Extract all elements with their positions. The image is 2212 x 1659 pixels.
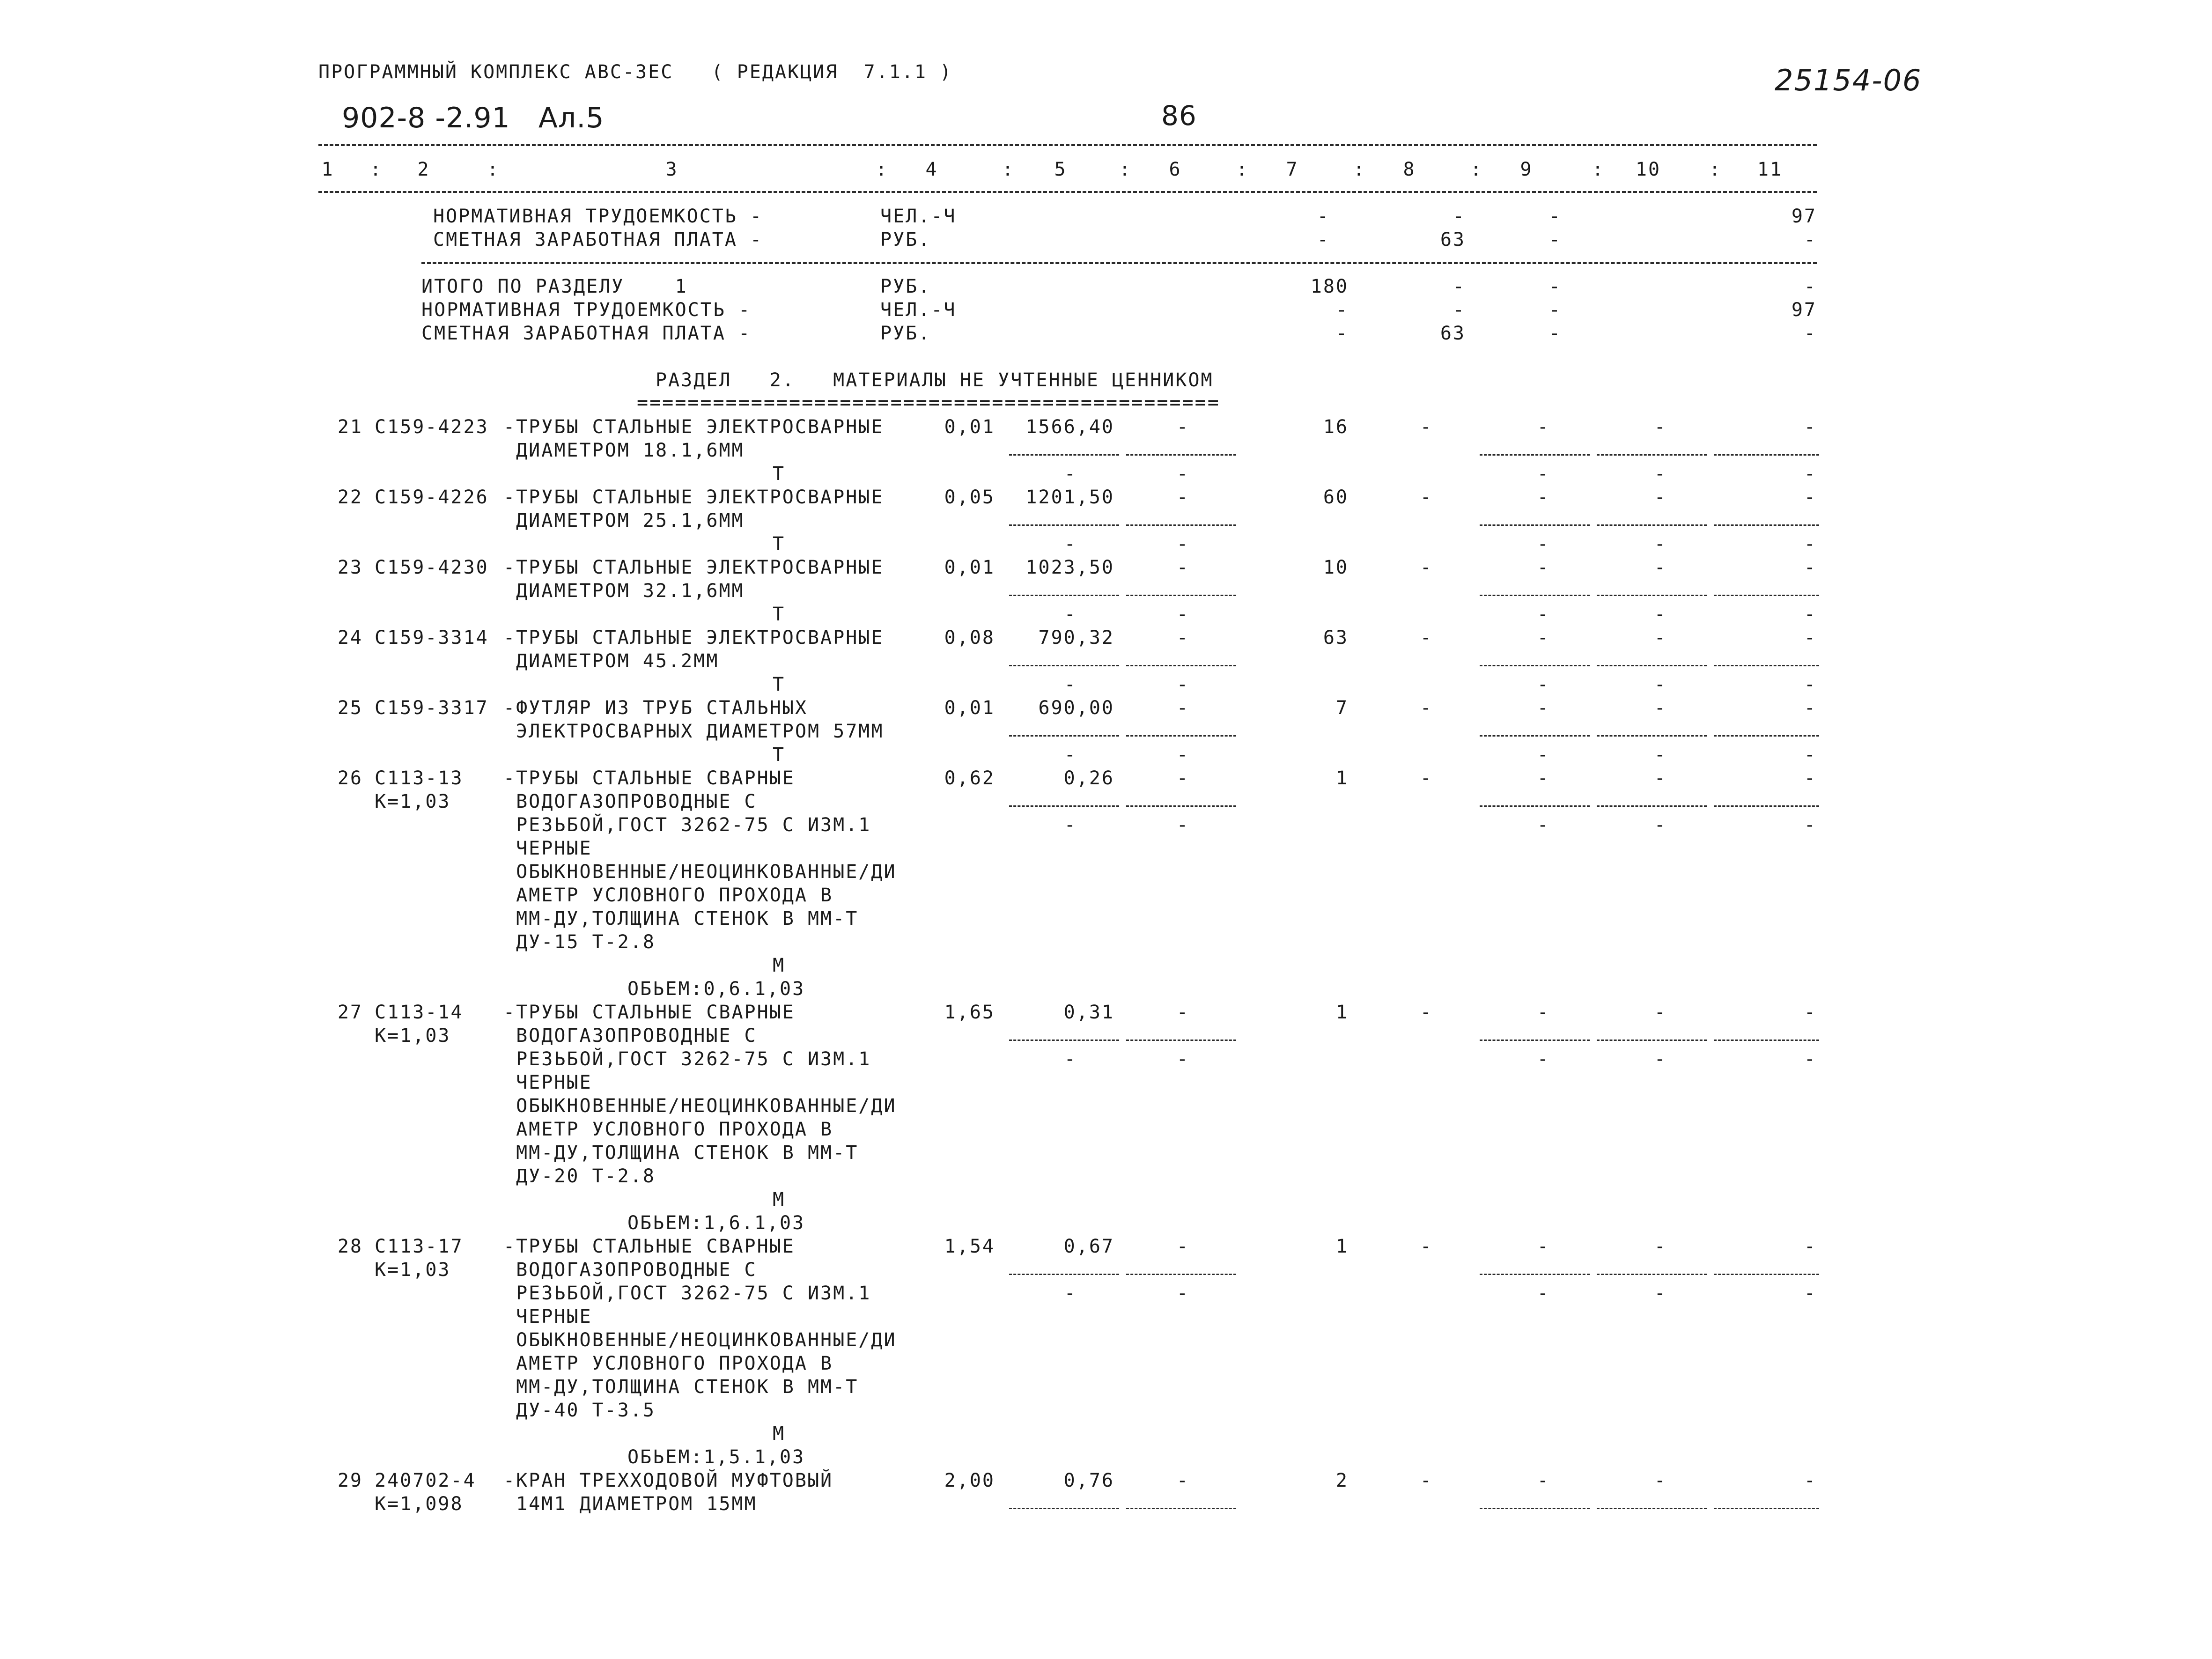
row-code: С159-4230 [375,557,489,578]
row-number: 29 [337,1470,363,1491]
row-underline-col6 [1126,1508,1236,1509]
row-unit-price: 0,67 [1063,1236,1114,1257]
row-unit: Т [773,533,786,555]
row-code: С159-3314 [375,627,489,649]
row-underline-col10 [1597,1040,1707,1041]
row-col6: - [1176,627,1189,649]
row-underline-col5 [1009,665,1119,666]
top-rule [318,144,1817,146]
row-sub-col10: - [1654,604,1667,625]
column-separator: : [487,159,500,180]
row-quantity: 0,62 [944,767,995,789]
row-sub-col5: - [1064,1048,1077,1070]
column-number-6: 6 [1169,159,1182,180]
section-total-col8: 63 [1440,323,1466,344]
row-col6: - [1176,416,1189,438]
row-col8: - [1420,697,1433,719]
row-sub-col9: - [1537,1283,1550,1304]
row-underline-col11 [1714,1508,1819,1509]
row-col9: - [1537,416,1550,438]
row-description-line: -КРАН ТРЕХХОДОВОЙ МУФТОВЫЙ [503,1470,833,1491]
row-col11: - [1804,627,1817,649]
row-underline-col9 [1480,1274,1590,1275]
row-sub-col11: - [1804,744,1817,766]
row-col6: - [1176,557,1189,578]
row-col10: - [1654,557,1667,578]
row-number: 27 [337,1002,363,1023]
row-underline-col10 [1597,524,1707,526]
row-sub-col9: - [1537,674,1550,695]
row-col6: - [1176,1470,1189,1491]
row-underline-col5 [1009,735,1119,737]
row-code: С159-3317 [375,697,489,719]
row-underline-col10 [1597,805,1707,807]
row-description-line: ЧЕРНЫЕ [503,838,592,859]
row-number: 21 [337,416,363,438]
row-col10: - [1654,627,1667,649]
row-col7: 60 [1323,487,1349,508]
row-col7: 1 [1335,1236,1349,1257]
program-title: ПРОГРАММНЫЙ КОМПЛЕКС АВС-ЗЕС ( РЕДАКЦИЯ 7.1.1 ) [318,61,953,83]
column-separator: : [370,159,383,180]
row-col9: - [1537,767,1550,789]
summary-col11: 97 [1791,206,1817,227]
column-separator: : [1119,159,1132,180]
row-underline-col9 [1480,524,1590,526]
row-underline-col11 [1714,595,1819,596]
row-number: 25 [337,697,363,719]
row-code: С159-4223 [375,416,489,438]
row-sub-col5: - [1064,463,1077,485]
row-col7: 1 [1335,767,1349,789]
row-col9: - [1537,557,1550,578]
row-col11: - [1804,1236,1817,1257]
row-underline-col11 [1714,1040,1819,1041]
column-header-rule [318,191,1817,193]
row-number: 24 [337,627,363,649]
row-col7: 2 [1335,1470,1349,1491]
row-description-line: ЧЕРНЫЕ [503,1306,592,1327]
section-total-col9: - [1548,276,1562,297]
summary-col11: - [1804,229,1817,251]
row-col6: - [1176,767,1189,789]
row-sub-col5: - [1064,674,1077,695]
row-col9: - [1537,697,1550,719]
row-col10: - [1654,1002,1667,1023]
column-number-5: 5 [1054,159,1067,180]
row-underline-col5 [1009,454,1119,456]
row-underline-col9 [1480,805,1590,807]
column-number-10: 10 [1635,159,1661,180]
row-unit-price: 790,32 [1038,627,1114,649]
row-col9: - [1537,487,1550,508]
row-unit: Т [773,604,786,625]
column-number-4: 4 [925,159,938,180]
row-unit-price: 0,31 [1063,1002,1114,1023]
row-underline-col9 [1480,665,1590,666]
column-number-3: 3 [665,159,678,180]
row-underline-col10 [1597,595,1707,596]
row-underline-col11 [1714,665,1819,666]
row-coefficient: К=1,03 [375,1259,451,1281]
row-underline-col6 [1126,595,1236,596]
section-total-label: НОРМАТИВНАЯ ТРУДОЕМКОСТЬ - [421,299,752,321]
row-sub-col6: - [1176,1048,1189,1070]
row-description-line: ВОДОГАЗОПРОВОДНЫЕ С [503,1025,757,1047]
row-code: С113-17 [375,1236,464,1257]
row-sub-col11: - [1804,674,1817,695]
row-col11: - [1804,697,1817,719]
row-sub-col11: - [1804,1283,1817,1304]
row-underline-col5 [1009,805,1119,807]
page-number: 86 [1161,100,1197,132]
row-underline-col10 [1597,1508,1707,1509]
column-separator: : [1353,159,1366,180]
row-sub-col5: - [1064,604,1077,625]
row-unit-price: 0,76 [1063,1470,1114,1491]
row-underline-col10 [1597,454,1707,456]
summary-col9: - [1548,206,1562,227]
row-description-line: АМЕТР УСЛОВНОГО ПРОХОДА В [503,1119,833,1140]
row-quantity: 2,00 [944,1470,995,1491]
row-sub-col11: - [1804,1048,1817,1070]
row-underline-col11 [1714,524,1819,526]
row-sub-col10: - [1654,1283,1667,1304]
section-total-col7: - [1335,299,1349,321]
row-description-line: ДИАМЕТРОМ 18.1,6ММ [503,440,745,461]
row-quantity: 0,01 [944,416,995,438]
row-col7: 10 [1323,557,1349,578]
row-col9: - [1537,627,1550,649]
section-total-label: СМЕТНАЯ ЗАРАБОТНАЯ ПЛАТА - [421,323,752,344]
summary-col7: - [1317,206,1330,227]
row-sub-col6: - [1176,674,1189,695]
row-description-line: ММ-ДУ,ТОЛЩИНА СТЕНОК В ММ-Т [503,1376,859,1398]
summary-unit: РУБ. [880,229,931,251]
row-unit-price: 1566,40 [1025,416,1114,438]
row-col8: - [1420,767,1433,789]
row-description-line: ММ-ДУ,ТОЛЩИНА СТЕНОК В ММ-Т [503,908,859,929]
row-sub-col11: - [1804,604,1817,625]
row-description-line: -ТРУБЫ СТАЛЬНЫЕ СВАРНЫЕ [503,1236,795,1257]
row-unit: Т [773,463,786,485]
section-total-col9: - [1548,299,1562,321]
summary-unit: ЧЕЛ.-Ч [880,206,957,227]
row-description-line: ДИАМЕТРОМ 45.2ММ [503,650,719,672]
row-unit: Т [773,674,786,695]
row-col11: - [1804,557,1817,578]
row-underline-col6 [1126,454,1236,456]
row-description-line: ОБЫКНОВЕННЫЕ/НЕОЦИНКОВАННЫЕ/ДИ [503,1329,897,1351]
section-total-col7: - [1335,323,1349,344]
row-col10: - [1654,416,1667,438]
row-description-line: -ФУТЛЯР ИЗ ТРУБ СТАЛЬНЫХ [503,697,808,719]
row-quantity: 0,01 [944,557,995,578]
row-sub-col5: - [1064,744,1077,766]
column-separator: : [1709,159,1722,180]
row-quantity: 0,05 [944,487,995,508]
row-description-line: ДУ-20 Т-2.8 [503,1165,656,1187]
row-col11: - [1804,1002,1817,1023]
row-description-line: 14М1 ДИАМЕТРОМ 15ММ [503,1493,757,1515]
summary-col8: 63 [1440,229,1466,251]
row-sub-col5: - [1064,533,1077,555]
section-total-label: ИТОГО ПО РАЗДЕЛУ 1 [421,276,688,297]
column-separator: : [1002,159,1015,180]
row-description-line: ДУ-40 Т-3.5 [503,1400,656,1421]
row-underline-col6 [1126,805,1236,807]
row-sub-col11: - [1804,463,1817,485]
row-quantity: 1,65 [944,1002,995,1023]
row-code: С113-13 [375,767,464,789]
row-unit-price: 1201,50 [1025,487,1114,508]
row-sub-col10: - [1654,814,1667,836]
row-col9: - [1537,1470,1550,1491]
row-sub-col10: - [1654,674,1667,695]
row-description-line: ВОДОГАЗОПРОВОДНЫЕ С [503,791,757,812]
row-description-line: -ТРУБЫ СТАЛЬНЫЕ ЭЛЕКТРОСВАРНЫЕ [503,416,884,438]
row-description-line: ЧЕРНЫЕ [503,1072,592,1093]
row-description-line: ОБЫКНОВЕННЫЕ/НЕОЦИНКОВАННЫЕ/ДИ [503,861,897,883]
row-sub-col9: - [1537,814,1550,836]
row-description-line: ДУ-15 Т-2.8 [503,931,656,953]
row-coefficient: К=1,098 [375,1493,464,1515]
row-unit-price: 1023,50 [1025,557,1114,578]
row-underline-col6 [1126,735,1236,737]
column-number-1: 1 [321,159,334,180]
row-sub-col10: - [1654,463,1667,485]
row-description-line: РЕЗЬБОЙ,ГОСТ 3262-75 С ИЗМ.1 [503,814,871,836]
row-col9: - [1537,1002,1550,1023]
row-col8: - [1420,1470,1433,1491]
row-underline-col10 [1597,665,1707,666]
row-sub-col5: - [1064,1283,1077,1304]
summary-col8: - [1453,206,1466,227]
section-2-title: РАЗДЕЛ 2. МАТЕРИАЛЫ НЕ УЧТЕННЫЕ ЦЕННИКОМ [656,369,1214,391]
column-number-2: 2 [417,159,430,180]
row-description-line: РЕЗЬБОЙ,ГОСТ 3262-75 С ИЗМ.1 [503,1048,871,1070]
row-col7: 63 [1323,627,1349,649]
row-sub-col9: - [1537,463,1550,485]
row-col8: - [1420,627,1433,649]
row-underline-col5 [1009,1508,1119,1509]
column-separator: : [1592,159,1605,180]
summary-col7: - [1317,229,1330,251]
row-col6: - [1176,1002,1189,1023]
section-total-unit: ЧЕЛ.-Ч [880,299,957,321]
row-sub-col9: - [1537,744,1550,766]
row-unit: М [773,1189,786,1210]
row-quantity: 0,08 [944,627,995,649]
section-total-unit: РУБ. [880,323,931,344]
row-sub-col6: - [1176,744,1189,766]
column-number-11: 11 [1757,159,1783,180]
row-number: 28 [337,1236,363,1257]
column-number-8: 8 [1403,159,1416,180]
row-description-line: ДИАМЕТРОМ 32.1,6ММ [503,580,745,602]
summary-col9: - [1548,229,1562,251]
row-underline-col10 [1597,735,1707,737]
row-col9: - [1537,1236,1550,1257]
row-underline-col9 [1480,595,1590,596]
row-sub-col9: - [1537,1048,1550,1070]
row-sub-col6: - [1176,463,1189,485]
row-underline-col11 [1714,735,1819,737]
row-number: 22 [337,487,363,508]
row-col7: 16 [1323,416,1349,438]
row-col11: - [1804,487,1817,508]
row-code: С113-14 [375,1002,464,1023]
section-total-col9: - [1548,323,1562,344]
row-underline-col9 [1480,454,1590,456]
section-total-col8: - [1453,276,1466,297]
row-col7: 7 [1335,697,1349,719]
row-col6: - [1176,697,1189,719]
row-coefficient: К=1,03 [375,791,451,812]
summary-label: НОРМАТИВНАЯ ТРУДОЕМКОСТЬ - [433,206,763,227]
section-total-col11: - [1804,276,1817,297]
row-underline-col5 [1009,595,1119,596]
column-number-7: 7 [1286,159,1299,180]
row-underline-col6 [1126,524,1236,526]
row-volume: ОБЬЕМ:1,5.1,03 [627,1446,805,1468]
row-sub-col9: - [1537,604,1550,625]
row-col7: 1 [1335,1002,1349,1023]
row-description-line: -ТРУБЫ СТАЛЬНЫЕ ЭЛЕКТРОСВАРНЫЕ [503,487,884,508]
section-total-unit: РУБ. [880,276,931,297]
row-unit: М [773,955,786,976]
row-sub-col5: - [1064,814,1077,836]
row-col11: - [1804,416,1817,438]
row-description-line: ВОДОГАЗОПРОВОДНЫЕ С [503,1259,757,1281]
row-col8: - [1420,1236,1433,1257]
row-sub-col6: - [1176,604,1189,625]
row-quantity: 0,01 [944,697,995,719]
row-description-line: -ТРУБЫ СТАЛЬНЫЕ СВАРНЫЕ [503,767,795,789]
row-sub-col6: - [1176,533,1189,555]
row-underline-col9 [1480,735,1590,737]
row-sub-col11: - [1804,533,1817,555]
row-sub-col10: - [1654,533,1667,555]
document-code: 902-8 -2.91 Ал.5 [342,102,605,134]
section-2-underline: ============================================== [637,392,1220,413]
row-underline-col6 [1126,665,1236,666]
row-col10: - [1654,487,1667,508]
row-underline-col11 [1714,454,1819,456]
row-description-line: ММ-ДУ,ТОЛЩИНА СТЕНОК В ММ-Т [503,1142,859,1164]
row-underline-col11 [1714,1274,1819,1275]
row-col10: - [1654,697,1667,719]
row-code: С159-4226 [375,487,489,508]
row-sub-col10: - [1654,744,1667,766]
row-col10: - [1654,1470,1667,1491]
section-total-col11: 97 [1791,299,1817,321]
row-number: 26 [337,767,363,789]
row-sub-col10: - [1654,1048,1667,1070]
row-description-line: ДИАМЕТРОМ 25.1,6ММ [503,510,745,531]
row-volume: ОБЬЕМ:0,6.1,03 [627,978,805,1000]
column-separator: : [876,159,889,180]
row-unit: Т [773,744,786,766]
row-unit-price: 0,26 [1063,767,1114,789]
row-underline-col5 [1009,524,1119,526]
row-col8: - [1420,557,1433,578]
summary-label: СМЕТНАЯ ЗАРАБОТНАЯ ПЛАТА - [433,229,763,251]
row-underline-col9 [1480,1508,1590,1509]
summary-rule [421,262,1817,264]
row-underline-col6 [1126,1274,1236,1275]
row-col10: - [1654,767,1667,789]
row-description-line: -ТРУБЫ СТАЛЬНЫЕ СВАРНЫЕ [503,1002,795,1023]
row-sub-col6: - [1176,1283,1189,1304]
row-description-line: -ТРУБЫ СТАЛЬНЫЕ ЭЛЕКТРОСВАРНЫЕ [503,557,884,578]
column-number-9: 9 [1520,159,1533,180]
handwritten-archive-number: 25154-06 [1775,63,1922,97]
row-col11: - [1804,1470,1817,1491]
row-description-line: АМЕТР УСЛОВНОГО ПРОХОДА В [503,885,833,906]
row-number: 23 [337,557,363,578]
section-total-col7: 180 [1310,276,1349,297]
row-col11: - [1804,767,1817,789]
row-col8: - [1420,1002,1433,1023]
row-description-line: АМЕТР УСЛОВНОГО ПРОХОДА В [503,1353,833,1374]
row-code: 240702-4 [375,1470,476,1491]
row-underline-col5 [1009,1040,1119,1041]
row-underline-col6 [1126,1040,1236,1041]
row-col10: - [1654,1236,1667,1257]
row-sub-col11: - [1804,814,1817,836]
column-separator: : [1470,159,1483,180]
row-quantity: 1,54 [944,1236,995,1257]
row-description-line: -ТРУБЫ СТАЛЬНЫЕ ЭЛЕКТРОСВАРНЫЕ [503,627,884,649]
row-description-line: ОБЫКНОВЕННЫЕ/НЕОЦИНКОВАННЫЕ/ДИ [503,1095,897,1117]
row-sub-col6: - [1176,814,1189,836]
row-col8: - [1420,416,1433,438]
row-underline-col9 [1480,1040,1590,1041]
section-total-col8: - [1453,299,1466,321]
column-separator: : [1236,159,1249,180]
row-description-line: РЕЗЬБОЙ,ГОСТ 3262-75 С ИЗМ.1 [503,1283,871,1304]
row-volume: ОБЬЕМ:1,6.1,03 [627,1212,805,1234]
row-underline-col10 [1597,1274,1707,1275]
row-unit-price: 690,00 [1038,697,1114,719]
row-col6: - [1176,1236,1189,1257]
row-unit: М [773,1423,786,1445]
row-sub-col9: - [1537,533,1550,555]
row-coefficient: К=1,03 [375,1025,451,1047]
section-total-col11: - [1804,323,1817,344]
row-underline-col11 [1714,805,1819,807]
row-underline-col5 [1009,1274,1119,1275]
row-description-line: ЭЛЕКТРОСВАРНЫХ ДИАМЕТРОМ 57ММ [503,721,884,742]
row-col6: - [1176,487,1189,508]
row-col8: - [1420,487,1433,508]
